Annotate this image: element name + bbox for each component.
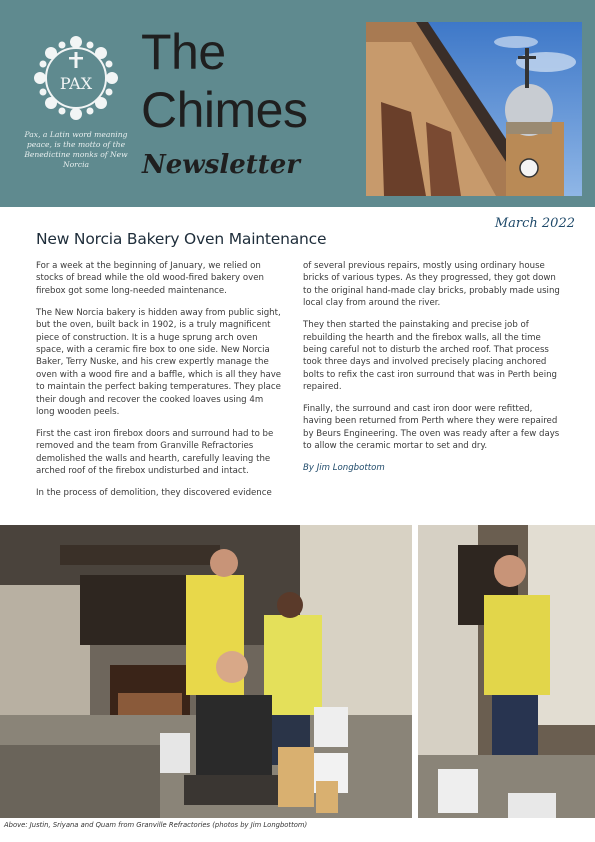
article-paragraph: In the process of demolition, they discovered evidence [36, 488, 272, 498]
article-paragraph: Finally, the surround and cast iron door were refitted, having been returned from Perth where they were repaired by Beurs Engineering. The oven was ready after a few days to allow the ceramic mortar to set and dry. [303, 404, 560, 452]
masthead [0, 0, 595, 207]
newsletter-title-the: The [141, 24, 226, 80]
article-paragraph: First the cast iron firebox doors and surround had to be removed and the team from Granville Refractories demolished the walls and hearth, carefully leaving the arched roof of the firebox undisturbed and intact. [36, 428, 274, 477]
photo-caption: Above: Justin, Sriyana and Quam from Granville Refractories (photos by Jim Longbottom) [4, 821, 308, 829]
article-column-left [36, 260, 284, 509]
bakery-crew-photo [0, 525, 412, 818]
church-tower-photo [366, 22, 582, 196]
article-paragraph: of several previous repairs, mostly using ordinary house bricks of various types. As they progressed, they got down to the original hand-made clay bricks, probably made using local clay from around the river. [303, 261, 560, 309]
newsletter-title-chimes: Chimes [141, 82, 308, 138]
svg-text:PAX: PAX [59, 74, 93, 93]
motto-text: Pax, a Latin word meaning peace, is the motto of the Benedictine monks of New Norcia [24, 130, 128, 169]
issue-date: March 2022 [494, 216, 575, 231]
firebox-work-photo [418, 525, 595, 818]
article-paragraph: The New Norcia bakery is hidden away from public sight, but the oven, built back in 1902, is a truly magnificent piece of construction. It is a huge sprung arch oven space, with a ceramic fire box to one side. New Norcia Baker, Terry Nuske, and his crew expertly manage the oven with a wood fire and a baffle, which is all they have to maintain the perfect baking temperatures. They place their dough and recover the cooked loaves using 4m long wooden peels. [36, 307, 282, 417]
article-paragraph: They then started the painstaking and precise job of rebuilding the hearth and the firebox walls, all the time being careful not to disturb the arched roof. That process took three days and involved precisely placing anchored bolts to refix the cast iron surround that was in Perth being repaired. [303, 320, 557, 393]
pax-emblem-logo [26, 28, 126, 128]
article-column-right [303, 260, 561, 484]
article-headline: New Norcia Bakery Oven Maintenance [36, 230, 327, 248]
newsletter-subtitle: Newsletter [142, 150, 301, 180]
article-byline: By Jim Longbottom [303, 463, 385, 474]
article-paragraph: For a week at the beginning of January, we relied on stocks of bread while the old wood-fired bakery oven firebox got some long-needed maintenance. [36, 261, 264, 296]
